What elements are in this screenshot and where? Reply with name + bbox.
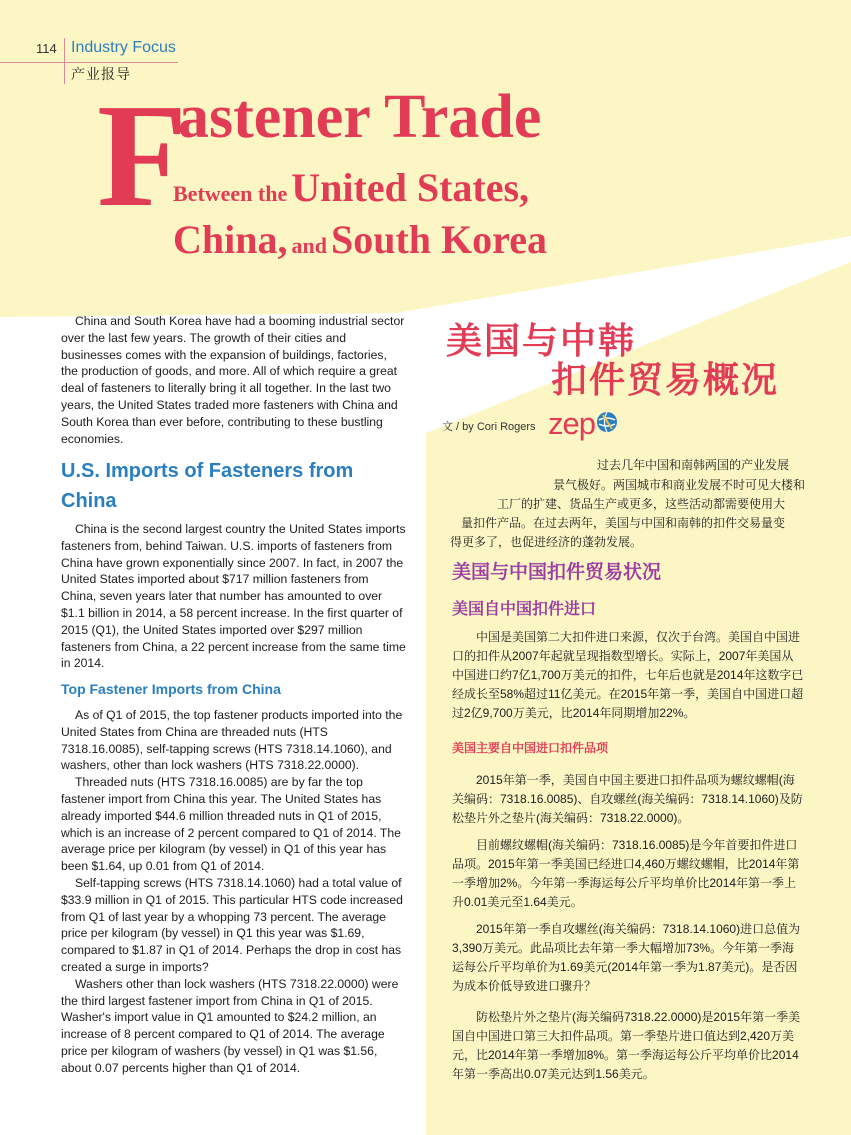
cn-heading: 美国与中国扣件贸易状况 — [452, 562, 662, 583]
english-subheading: Top Fastener Imports from China — [61, 681, 281, 697]
cn-lead-line-4: 量扣件产品。在过去两年，美国与中国和南韩的扣件交易量变 — [461, 516, 786, 530]
cn-para-2 — [452, 771, 804, 828]
english-para-5: Washers other than lock washers (HTS 7318.22.0000) were the third largest fastener import from China in Q1 of 2015. Washer's import value in Q1 amounted to $24.2 million, an increase of 8 percent compared to Q1 of 2014. The average price per kilogram of washers (by vessel) in Q1 was $1.56, about 0.07 percents higher than Q1 of 2014. — [61, 976, 399, 1075]
cn-para-5-text: 防松垫片外之垫片(海关编码7318.22.0000)是2015年第一季美国自中国进口第三大扣件品项。第一季垫片进口值达到2,420万美元，比2014年第一季增加8%。第一季海运每公斤平均单价比2014年第一季高出0.07美元达到1.56美元。 — [452, 1010, 801, 1081]
header-rule — [0, 62, 178, 63]
title-line-3 — [173, 216, 547, 263]
section-label-en: Industry Focus — [71, 39, 176, 56]
english-para-1-text: China is the second largest country the United States imports fasteners from, behind Taiwan. U.S. imports of fasteners from China have grown exponentially since 2007. In fact, in 2007 the United States imported about $717 million fasteners from China, seven years later that number has amounted to over $1.1 billion in 2014, a 58 percent increase. In the first quarter of 2015 (Q1), the United States imported over $297 million fasteners from China, a 22 percent increase from the same time in 2014. — [61, 522, 406, 671]
globe-icon — [596, 411, 618, 433]
english-para-4: Self-tapping screws (HTS 7318.14.1060) had a total value of $33.9 million in Q1 of 2015. This particular HTS code increased from Q1 of last year by a whopping 73 percent. The average price per kilogram (by vessel) in Q1 this year was $1.69, compared to $1.87 in Q1 of 2014. Perhaps the drop in cost has created a surge in imports? — [61, 875, 403, 974]
cn-title-line-1: 美国与中韩 — [446, 320, 637, 361]
cn-lead-line-1: 过去几年中国和南韩两国的产业发展 — [597, 458, 790, 472]
english-intro-text: China and South Korea have had a booming industrial sector over the last few years. The growth of their cities and businesses comes with the expansion of buildings, factories, the production of goods, and more. All of which require a great deal of fasteners to literally bring it all together. In the last two years, the United States traded more fasteners with China and South Korea than ever before, contributing to these bustling economies. — [61, 314, 405, 446]
cn-para-3-text: 目前螺纹螺帽(海关编码：7318.16.0085)是今年首要扣件进口品项。2015年第一季美国已经进口4,460万螺纹螺帽，比2014年第一季增加2%。今年第一季海运每公斤平均单价比2014年第一季上升0.01美元至1.64美元。 — [452, 838, 800, 909]
cn-para-2-text: 2015年第一季，美国自中国主要进口扣件品项为螺纹螺帽(海关编码：7318.16.0085)、自攻螺丝(海关编码：7318.14.1060)及防松垫片外之垫片(海关编码：7318.22.0000)。 — [452, 773, 803, 825]
title-between: Between the — [173, 181, 288, 206]
byline: 文 / by Cori Rogers — [442, 421, 536, 433]
header-divider — [64, 38, 65, 84]
cn-title-line-2: 扣件贸易概况 — [551, 359, 780, 400]
cn-para-1-text: 中国是美国第二大扣件进口来源，仅次于台湾。美国自中国进口的扣件从2007年起就呈现指数型增长。实际上，2007年美国从中国进口约7亿1,700万美元的扣件，七年后也就是2014年这数字已经成长至58%超过11亿美元。在2015年第一季，美国自中国进口超过2亿9,700万美元，比2014年同期增加22%。 — [452, 630, 804, 720]
title-south-korea: South Korea — [330, 217, 547, 262]
title-line-2 — [173, 164, 529, 211]
cn-subheading: 美国自中国扣件进口 — [452, 601, 597, 618]
title-and: and — [291, 233, 327, 258]
title-line-1: astener Trade — [178, 83, 542, 151]
cn-lead-line-3: 工厂的扩建、货品生产或更多，这些活动都需要使用大 — [497, 497, 786, 511]
page-number: 114 — [36, 41, 57, 56]
cn-lead-line-2: 景气极好。两国城市和商业发展不时可见大楼和 — [553, 478, 806, 492]
cn-para-4 — [452, 920, 804, 996]
title-united-states: United States, — [291, 165, 530, 210]
title-initial: F — [97, 74, 188, 238]
title-china: China, — [173, 217, 288, 262]
english-para-3: Threaded nuts (HTS 7318.16.0085) are by far the top fastener import from China this year. The United States has already imported $44.6 million threaded nuts in Q1 of 2015, which is an increase of 2 percent compared to Q1 of 2014. The average price per kilogram (by vessel) in Q1 of this year has been $1.64, up 0.01 from Q1 of 2014. — [61, 775, 401, 874]
cn-subheading-2: 美国主要自中国进口扣件品项 — [452, 741, 609, 755]
english-heading: U.S. Imports of Fasteners from China — [61, 460, 354, 512]
cn-lead-line-5: 得更多了，也促进经济的蓬勃发展。 — [450, 535, 643, 549]
cn-para-4-text: 2015年第一季自攻螺丝(海关编码：7318.14.1060)进口总值为3,390万美元。此品项比去年第一季大幅增加73%。今年第一季海运每公斤平均单价为1.69美元(2014年第一季为1.87美元)。是否因为成本价低导致进口骤升？ — [452, 922, 801, 993]
cn-para-1 — [452, 628, 804, 723]
english-intro — [61, 313, 406, 447]
english-para-1 — [61, 521, 406, 672]
cn-para-5 — [452, 1008, 804, 1084]
zepol-logo — [548, 406, 595, 442]
logo-text: zep — [548, 406, 595, 441]
english-body — [61, 707, 406, 1077]
english-para-2: As of Q1 of 2015, the top fastener products imported into the United States from China are threaded nuts (HTS 7318.16.0085), self-tapping screws (HTS 7318.14.1060), and washers, other than lock washers (HTS 7318.22.0000). — [61, 708, 403, 773]
cn-para-3 — [452, 836, 804, 912]
section-label-cn: 产业报导 — [71, 66, 131, 82]
